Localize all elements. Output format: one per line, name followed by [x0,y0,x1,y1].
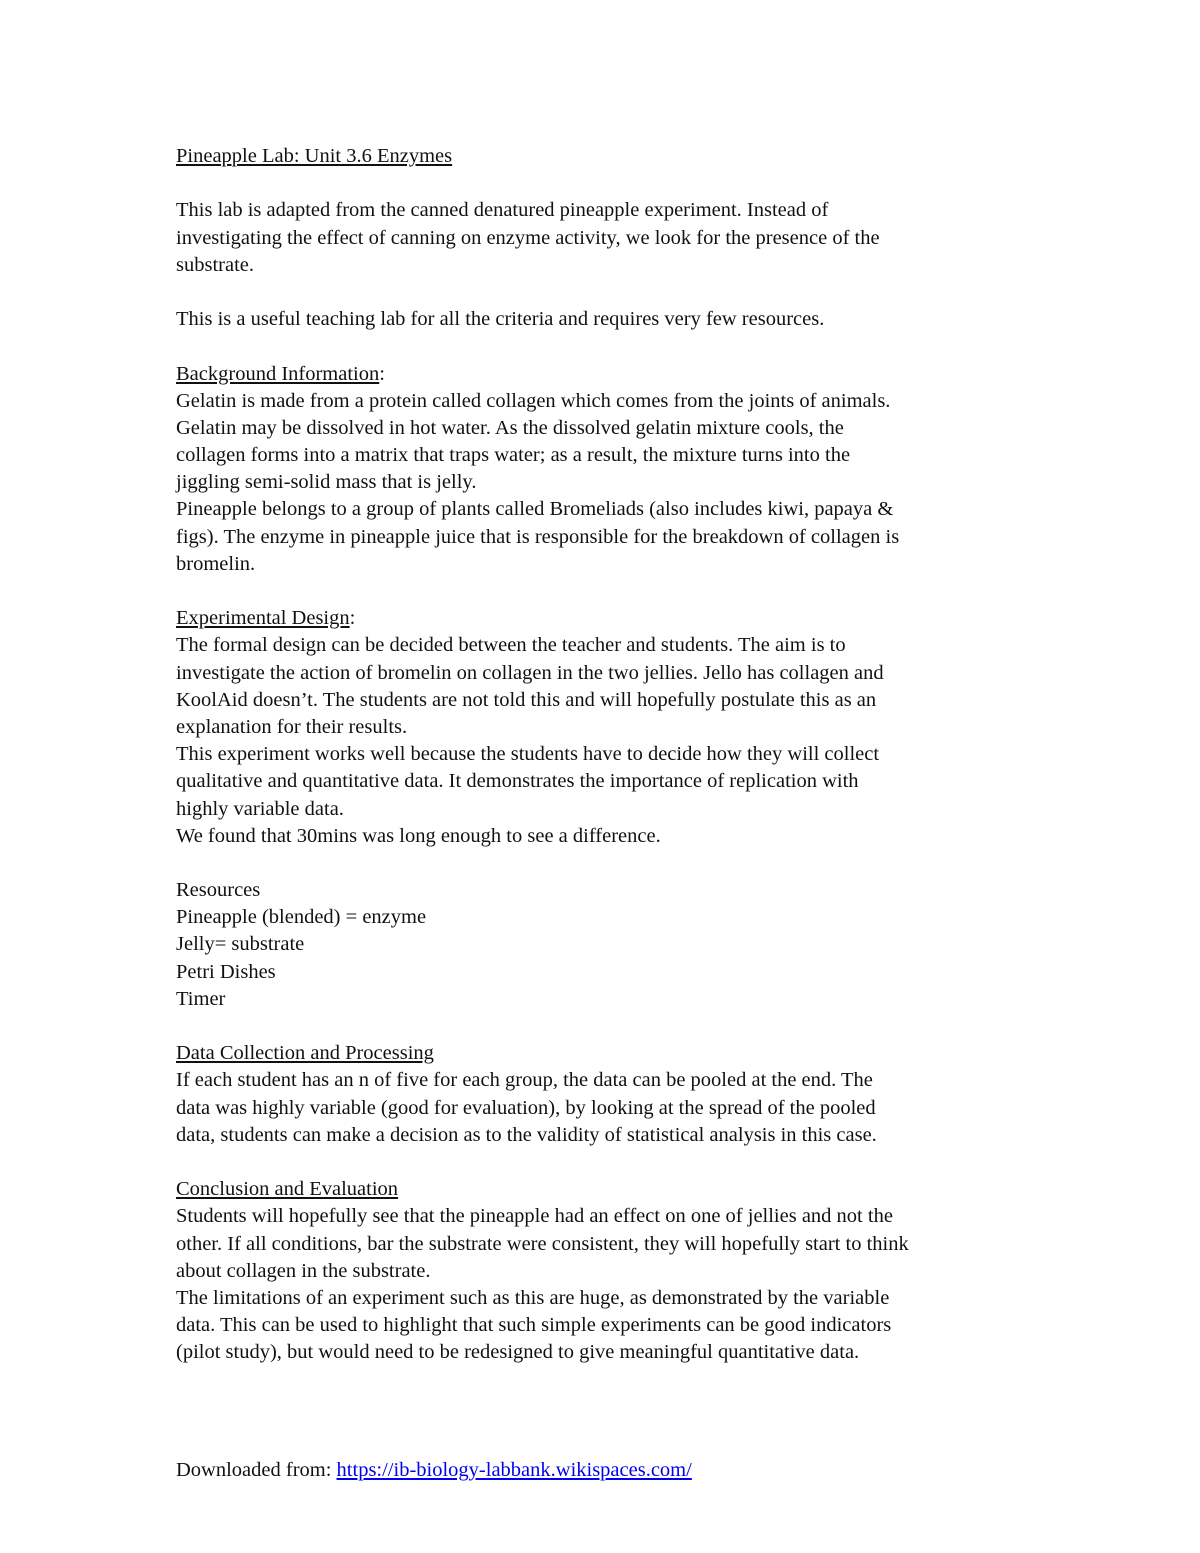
conclusion-line: Students will hopefully see that the pineapple had an effect on one of jellies and not the [176,1205,893,1228]
conclusion-line: data. This can be used to highlight that such simple experiments can be good indicators [176,1314,892,1337]
design-line: qualitative and quantitative data. It demonstrates the importance of replication with [176,770,859,793]
conclusion-line: The limitations of an experiment such as this are huge, as demonstrated by the variable [176,1286,890,1309]
resource-item: Pineapple (blended) = enzyme [176,906,427,929]
conclusion-line: about collagen in the substrate. [176,1259,431,1282]
spacer [176,333,1036,360]
design-line: explanation for their results. [176,715,408,738]
design-line: This experiment works well because the students have to decide how they will collect [176,743,880,766]
resource-item: Jelly= substrate [176,933,305,956]
spacer [176,1013,1036,1040]
design-line: The formal design can be decided between the teacher and students. The aim is to [176,634,846,657]
resource-item: Timer [176,987,226,1010]
intro-line: This lab is adapted from the canned denatured pineapple experiment. Instead of [176,199,829,222]
design-heading-colon: : [349,607,356,630]
conclusion-section [176,1176,1036,1366]
data-collection-line: data was highly variable (good for evaluation), by looking at the spread of the pooled [176,1096,876,1119]
data-collection-section [176,1040,1036,1149]
background-line: collagen forms into a matrix that traps water; as a result, the mixture turns into the [176,444,851,467]
conclusion-heading: Conclusion and Evaluation [176,1178,399,1201]
design-line: We found that 30mins was long enough to see a difference. [176,824,661,847]
resource-item: Petri Dishes [176,960,276,983]
spacer [176,1149,1036,1176]
intro-paragraph [176,197,1036,279]
spacer [176,850,1036,877]
background-line: Gelatin is made from a protein called collagen which comes from the joints of animals. [176,389,891,412]
background-line: Pineapple belongs to a group of plants called Bromeliads (also includes kiwi, papaya & [176,498,894,521]
spacer [176,170,1036,197]
background-heading: Background Information [176,362,380,385]
design-line: investigate the action of bromelin on collagen in the two jellies. Jello has collagen and [176,661,884,684]
document-body [176,143,1036,1366]
data-collection-line: If each student has an n of five for each group, the data can be pooled at the end. The [176,1069,873,1092]
resources-section [176,877,1036,1013]
design-heading-row [176,605,1036,632]
background-line: bromelin. [176,552,256,575]
usefulness-paragraph [176,306,1036,333]
spacer [176,279,1036,306]
background-heading-row [176,361,1036,388]
conclusion-line: (pilot study), but would need to be redesigned to give meaningful quantitative data. [176,1341,860,1364]
data-collection-line: data, students can make a decision as to the validity of statistical analysis in this case. [176,1123,877,1146]
background-heading-colon: : [379,362,385,385]
conclusion-line: other. If all conditions, bar the substrate were consistent, they will hopefully start to think [176,1232,909,1255]
background-line: Gelatin may be dissolved in hot water. As the dissolved gelatin mixture cools, the [176,416,844,439]
footer-label: Downloaded from: [176,1459,337,1481]
spacer [176,578,1036,605]
background-section [176,361,1036,579]
document-title: Pineapple Lab: Unit 3.6 Enzymes [176,145,453,167]
design-line: highly variable data. [176,797,344,820]
design-line: KoolAid doesn’t. The students are not told this and will hopefully postulate this as an [176,688,877,711]
intro-line: substrate. [176,253,254,276]
source-link[interactable]: https://ib-biology-labbank.wikispaces.com/ [336,1459,692,1481]
design-section [176,605,1036,850]
resources-heading: Resources [176,879,261,902]
design-heading: Experimental Design [176,607,350,630]
download-footer [176,1457,692,1484]
data-collection-heading: Data Collection and Processing [176,1042,434,1065]
background-line: figs). The enzyme in pineapple juice that is responsible for the breakdown of collagen is [176,525,900,548]
intro-line: investigating the effect of canning on enzyme activity, we look for the presence of the [176,226,880,249]
background-line: jiggling semi-solid mass that is jelly. [176,471,477,494]
usefulness-line: This is a useful teaching lab for all the criteria and requires very few resources. [176,308,825,331]
